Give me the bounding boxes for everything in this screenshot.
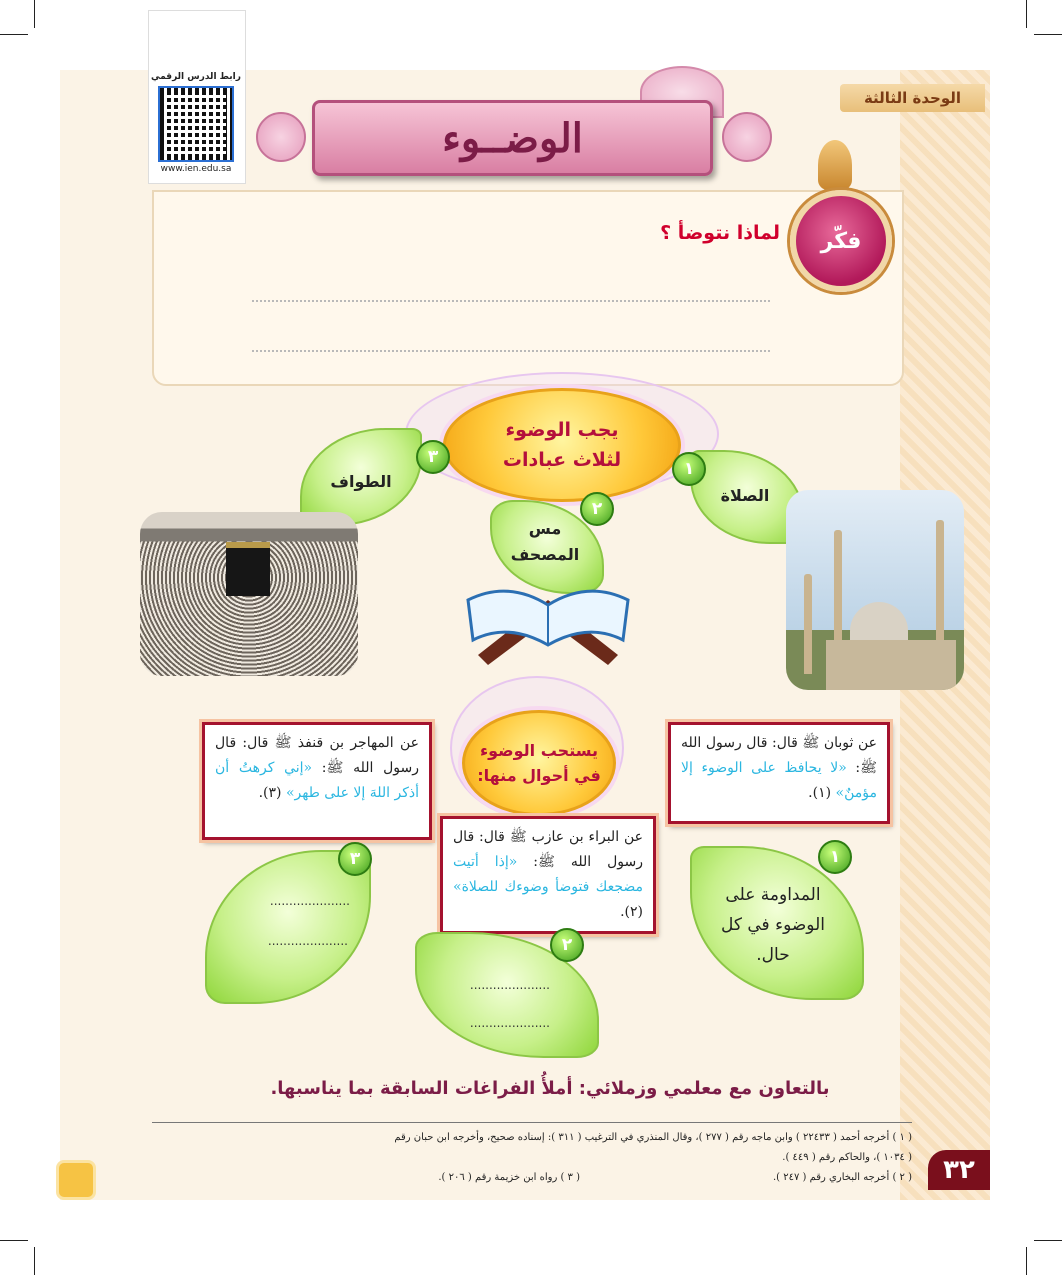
think-panel bbox=[152, 190, 904, 386]
answer-blank[interactable]: ..................... bbox=[469, 978, 550, 992]
hadith-1-intro: عن ثوبان ﷺ قال: قال رسول الله ﷺ: bbox=[681, 735, 878, 776]
number-badge-1: ١ bbox=[818, 840, 852, 874]
kaaba-photo bbox=[140, 512, 358, 676]
hadith-box-1 bbox=[668, 722, 890, 824]
answer-blank[interactable]: ..................... bbox=[269, 894, 350, 908]
obligatory-hub-line1: يجب الوضوء bbox=[505, 419, 619, 441]
footnote-1-line1: ( ١ ) أخرجه أحمد ( ٢٢٤٣٣ ) وابن ماجه رقم ( ٢٧٧ )، وقال المنذري في الترغيب ( ٣١١ ): إسناده صحيح، وأخرجه ابن حبان رقم bbox=[394, 1132, 912, 1143]
crop-mark bbox=[34, 1247, 35, 1275]
hadith-box-3 bbox=[202, 722, 432, 840]
crown-ornament-icon bbox=[818, 140, 852, 190]
leaf-tawaf-label: الطواف bbox=[330, 472, 392, 491]
qr-url[interactable]: www.ien.edu.sa bbox=[160, 164, 232, 174]
think-question: لماذا نتوضأ ؟ bbox=[660, 222, 780, 244]
crop-mark bbox=[0, 34, 28, 35]
number-badge-3: ٣ bbox=[338, 842, 372, 876]
hadith-3-ref: (٣). bbox=[258, 785, 282, 801]
hadith-1-text: «لا يحافظ على الوضوء إلا مؤمنٌ» bbox=[681, 760, 877, 801]
crop-mark bbox=[0, 1240, 28, 1241]
banner-ornament-icon bbox=[722, 112, 772, 162]
hadith-3-text: «إني كرهتُ أن أذكر اللهَ إلا على طهر» bbox=[215, 760, 419, 801]
number-badge-2: ٢ bbox=[580, 492, 614, 526]
footnote-2: ( ٢ ) أخرجه البخاري رقم ( ٢٤٧ ). bbox=[772, 1172, 912, 1183]
number-badge-1: ١ bbox=[672, 452, 706, 486]
crop-mark bbox=[1026, 1247, 1027, 1275]
hadith-3-intro: عن المهاجر بن قنفذ ﷺ قال: قال رسول الله ﷺ: bbox=[215, 735, 419, 776]
banner-ornament-icon bbox=[256, 112, 306, 162]
quran-stand-icon bbox=[458, 560, 638, 670]
crop-mark bbox=[1034, 34, 1062, 35]
hadith-1-ref: (١). bbox=[808, 785, 832, 801]
unit-label: الوحدة الثالثة bbox=[840, 84, 985, 112]
footnote-1-line2: ( ١٠٣٤ )، والحاكم رقم ( ٤٤٩ ). bbox=[782, 1152, 912, 1163]
think-badge bbox=[790, 190, 892, 292]
recommended-hub-line1: يستحب الوضوء bbox=[479, 741, 599, 760]
hadith-2-text: «إذا أتيت مضجعك فتوضأ وضوءك للصلاة» bbox=[453, 854, 643, 895]
answer-line[interactable] bbox=[252, 350, 770, 352]
answer-blank[interactable]: ..................... bbox=[267, 934, 348, 948]
lesson-title: الوضــوء bbox=[442, 114, 583, 162]
instruction: بالتعاون مع معلمي وزملائي: أملأُ الفراغات السابقة بما يناسبها. bbox=[270, 1078, 830, 1099]
think-badge-label: فكّر bbox=[820, 228, 862, 254]
hadith-box-2 bbox=[440, 816, 656, 934]
lesson-title-banner bbox=[312, 100, 713, 176]
leaf-mushaf-label: مس المصحف bbox=[510, 519, 580, 564]
number-badge-3: ٣ bbox=[416, 440, 450, 474]
page-number: ٣٢ bbox=[928, 1150, 990, 1190]
mosque-photo bbox=[786, 490, 964, 690]
crop-mark bbox=[34, 0, 35, 28]
crop-mark bbox=[1026, 0, 1027, 28]
obligatory-hub-line2: لثلاث عبادات bbox=[502, 449, 622, 471]
ien-logo-icon bbox=[56, 1160, 96, 1200]
number-badge-2: ٢ bbox=[550, 928, 584, 962]
crop-mark bbox=[1034, 1240, 1062, 1241]
recommended-hub-line2: في أحوال منها: bbox=[477, 766, 601, 785]
leaf-prayer-label: الصلاة bbox=[720, 486, 770, 505]
answer-line[interactable] bbox=[252, 300, 770, 302]
qr-title: رابط الدرس الرقمي bbox=[151, 72, 241, 82]
leaf-recommended-1-text: المداومة على الوضوء في كل حال. bbox=[721, 885, 825, 965]
hadith-2-intro: عن البراء بن عازب ﷺ قال: قال رسول الله ﷺ: bbox=[453, 829, 643, 870]
hadith-2-ref: (٢). bbox=[620, 904, 643, 920]
answer-blank[interactable]: ..................... bbox=[469, 1016, 550, 1030]
qr-code-icon[interactable] bbox=[158, 86, 234, 162]
obligatory-hub bbox=[443, 388, 681, 502]
recommended-hub bbox=[462, 710, 616, 816]
footnote-divider bbox=[152, 1122, 912, 1123]
footnote-3: ( ٣ ) رواه ابن خزيمة رقم ( ٢٠٦ ). bbox=[438, 1172, 580, 1183]
